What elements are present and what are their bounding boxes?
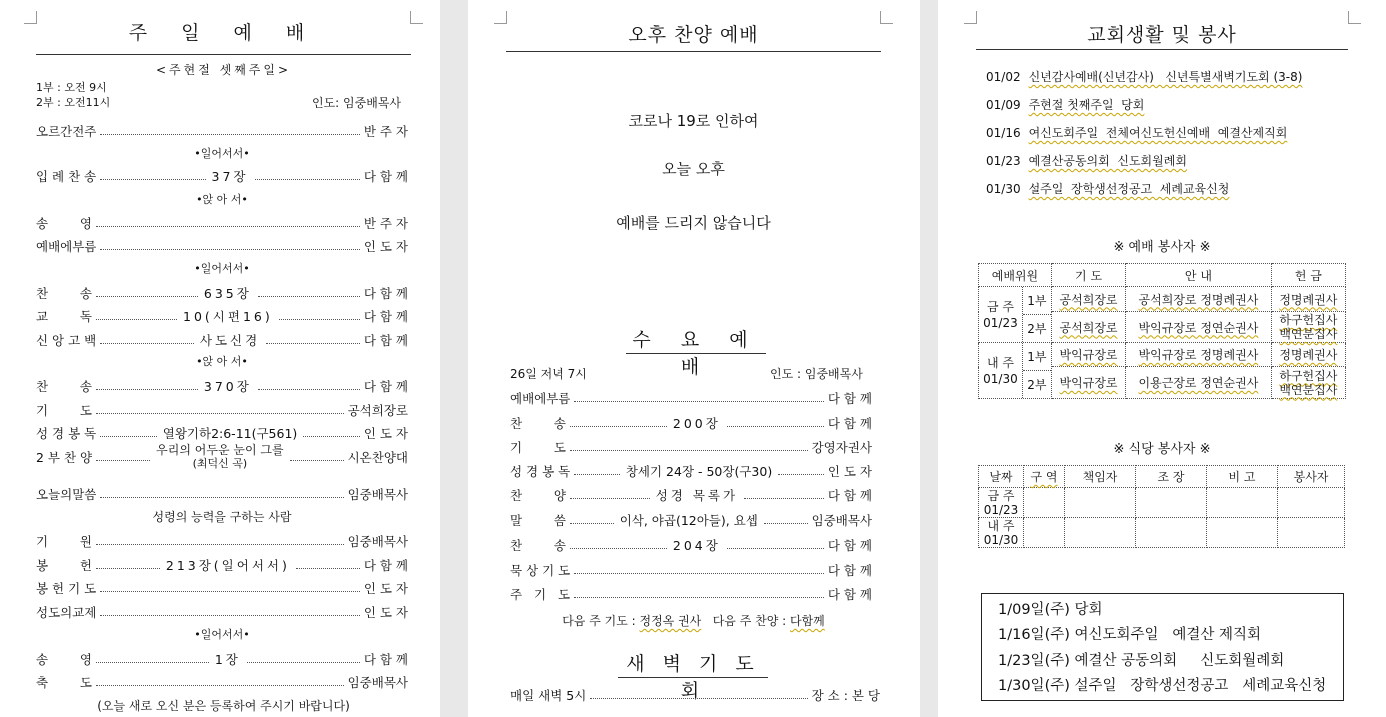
order-row bbox=[510, 561, 872, 579]
order-person: 인 도 자 bbox=[363, 239, 408, 254]
usher-cell: 이용근장로 정연순권사 bbox=[1126, 367, 1271, 399]
posture-note: 성령의 능력을 구하는 사람 bbox=[152, 510, 292, 524]
table-row bbox=[979, 287, 1346, 312]
leader-dots bbox=[96, 662, 209, 663]
week-cell bbox=[979, 287, 1052, 343]
event-date: 01/23 bbox=[986, 154, 1021, 168]
order-row bbox=[36, 167, 408, 185]
table-cell bbox=[1207, 518, 1278, 548]
order-label: 찬 송 bbox=[36, 286, 92, 301]
order-person: 다 함 께 bbox=[827, 587, 872, 602]
leader-dots bbox=[570, 548, 667, 549]
usher-cell: 박익규장로 정명례권사 bbox=[1126, 343, 1271, 367]
order-detail: 10(시편16) bbox=[183, 309, 273, 324]
offering-name-2: 백연분집사 bbox=[1279, 382, 1338, 397]
event-item bbox=[986, 180, 1229, 197]
order-detail: 창세기 24장 - 50장(구30) bbox=[625, 464, 773, 479]
event-text: 예결산공동의회 신도회월례회 bbox=[1028, 154, 1187, 168]
notice-item: 1/30일(주) 설주일 장학생선정공고 세례교육신청 bbox=[998, 678, 1327, 694]
order-detail: 성경 목록가 bbox=[655, 488, 739, 503]
order-detail: 635장 bbox=[203, 286, 252, 301]
order-person: 다 함 께 bbox=[363, 169, 408, 184]
order-detail: 열왕기하2:6-11(구561) bbox=[162, 426, 298, 441]
order-row bbox=[36, 331, 408, 349]
prayer-cell: 박익규장로 bbox=[1051, 367, 1125, 399]
leader-dots bbox=[290, 460, 344, 461]
leader-dots bbox=[574, 573, 824, 574]
leader-dots bbox=[727, 548, 824, 549]
leader-dots bbox=[96, 685, 344, 686]
table-cell bbox=[1278, 488, 1345, 518]
divider bbox=[626, 353, 766, 354]
order-label: 기 원 bbox=[36, 534, 92, 549]
page-afternoon-worship bbox=[468, 0, 920, 717]
order-row bbox=[36, 485, 408, 503]
order-row bbox=[510, 585, 872, 603]
order-label: 기 도 bbox=[36, 403, 92, 418]
order-row bbox=[510, 462, 872, 480]
order-row bbox=[36, 603, 408, 621]
order-label: 봉 헌 기 도 bbox=[36, 581, 97, 596]
order-person: 다 함 께 bbox=[363, 286, 408, 301]
order-detail-line: (최덕신 곡) bbox=[192, 457, 248, 470]
col-header: 안 내 bbox=[1126, 264, 1271, 287]
week-date: 01/23 bbox=[983, 502, 1019, 517]
worship-volunteers-table bbox=[978, 263, 1346, 399]
order-row bbox=[36, 443, 408, 470]
event-text: 주현절 첫째주일 당회 bbox=[1028, 98, 1145, 112]
col-header: 조 장 bbox=[1136, 466, 1207, 488]
offering-cell bbox=[1271, 312, 1345, 343]
week-label: 내 주 bbox=[986, 355, 1014, 370]
part-cell: 2부 bbox=[1027, 322, 1047, 336]
divider bbox=[36, 54, 411, 55]
page-sunday-worship bbox=[0, 0, 440, 717]
week-date: 01/23 bbox=[983, 315, 1018, 330]
order-person: 다 함 께 bbox=[827, 563, 872, 578]
order-row bbox=[36, 237, 408, 255]
table-cell bbox=[1024, 488, 1065, 518]
order-detail: 370장 bbox=[203, 379, 252, 394]
table-row bbox=[979, 343, 1346, 367]
date-cell bbox=[979, 518, 1024, 548]
wednesday-time: 26일 저녁 7시 bbox=[510, 367, 587, 381]
order-person: 강영자권사 bbox=[811, 440, 872, 455]
table-cell bbox=[1136, 488, 1207, 518]
leader-dots bbox=[778, 474, 824, 475]
col-header: 비 고 bbox=[1207, 466, 1278, 488]
notice-item: 1/23일(주) 예결산 공동의회 신도회월례회 bbox=[998, 653, 1285, 669]
page-title: 오후 찬양 예배 bbox=[628, 24, 759, 46]
leader-dots bbox=[100, 436, 157, 437]
leader-dots bbox=[570, 498, 650, 499]
posture-note: •앉 아 서• bbox=[196, 193, 248, 206]
leader-dots bbox=[96, 568, 160, 569]
dawn-prayer-title: 새 벽 기 도 회 bbox=[626, 653, 760, 702]
order-label: 찬 송 bbox=[510, 538, 566, 553]
posture-note: •앉 아 서• bbox=[196, 355, 248, 368]
order-person: 인 도 자 bbox=[363, 426, 409, 441]
order-label: 묵 상 기 도 bbox=[510, 563, 571, 578]
week-cell bbox=[979, 343, 1052, 399]
leader-dots bbox=[100, 497, 343, 498]
col-header: 책임자 bbox=[1065, 466, 1136, 488]
order-person: 공석희장로 bbox=[347, 403, 408, 418]
date-cell bbox=[979, 488, 1024, 518]
service-time-2: 2부 : 오전11시 bbox=[36, 96, 111, 109]
next-prayer-label: 다음 주 기도 : bbox=[562, 614, 640, 628]
event-item bbox=[986, 152, 1187, 169]
event-date: 01/09 bbox=[986, 98, 1021, 112]
offering-name-1: 하구헌집사 bbox=[1279, 368, 1338, 383]
col-header: 봉사자 bbox=[1278, 466, 1345, 488]
order-row bbox=[36, 284, 408, 302]
order-detail: 200장 bbox=[672, 416, 721, 431]
order-person: 인 도 자 bbox=[363, 581, 408, 596]
table-row bbox=[979, 488, 1345, 518]
order-label: 주 기 도 bbox=[510, 587, 571, 602]
table-cell bbox=[1065, 518, 1136, 548]
prayer-cell: 박익규장로 bbox=[1051, 343, 1125, 367]
event-item bbox=[986, 96, 1144, 113]
order-label: 송 영 bbox=[36, 216, 92, 231]
leader-dots bbox=[570, 450, 808, 451]
week-date: 01/30 bbox=[983, 532, 1019, 547]
meal-volunteers-title: ※ 식당 봉사자 ※ bbox=[1113, 442, 1211, 457]
next-praise-label: 다음 주 찬양 : bbox=[701, 614, 790, 628]
week-label: 내 주 bbox=[987, 518, 1015, 533]
col-header: 날짜 bbox=[979, 466, 1024, 488]
offering-cell: 정명례권사 bbox=[1271, 287, 1345, 312]
col-header: 헌 금 bbox=[1271, 264, 1345, 287]
order-label: 입 례 찬 송 bbox=[36, 169, 97, 184]
order-label: 성 경 봉 독 bbox=[36, 426, 97, 441]
leader-dots bbox=[303, 436, 360, 437]
dawn-prayer-row bbox=[510, 686, 880, 704]
dawn-place: 장 소 : 본 당 bbox=[811, 688, 880, 703]
offering-cell: 정명례권사 bbox=[1271, 343, 1345, 367]
order-label: 2 부 찬 양 bbox=[36, 450, 93, 465]
leader-dots bbox=[247, 662, 360, 663]
crop-mark bbox=[880, 11, 893, 24]
order-person: 다 함 께 bbox=[827, 416, 872, 431]
leader-dots bbox=[258, 389, 360, 390]
order-person: 임중배목사 bbox=[811, 513, 873, 528]
event-text: 신년감사예배(신년감사) 신년특별새벽기도회 (3-8) bbox=[1028, 70, 1303, 84]
col-header: 구 역 bbox=[1024, 466, 1065, 488]
leader-dots bbox=[590, 698, 807, 699]
order-row bbox=[36, 556, 408, 574]
order-row bbox=[36, 579, 408, 597]
order-label: 예배에부름 bbox=[510, 391, 571, 406]
prayer-cell: 공석희장로 bbox=[1051, 287, 1125, 312]
order-label: 예배에부름 bbox=[36, 239, 97, 254]
notice-line-2: 오늘 오후 bbox=[662, 160, 725, 178]
notice-item: 1/09일(주) 당회 bbox=[998, 602, 1103, 618]
order-row bbox=[36, 377, 408, 395]
order-detail-line: 우리의 어두운 눈이 그를 bbox=[156, 443, 284, 457]
divider bbox=[618, 677, 768, 678]
order-row bbox=[510, 414, 872, 432]
posture-note: •일어서서• bbox=[194, 262, 250, 275]
order-row bbox=[510, 486, 872, 504]
worship-volunteers-title: ※ 예배 봉사자 ※ bbox=[1113, 240, 1211, 255]
usher-cell: 공석희장로 정명례권사 bbox=[1126, 287, 1271, 312]
order-person: 임중배목사 bbox=[347, 534, 408, 549]
event-date: 01/30 bbox=[986, 182, 1021, 196]
leader-dots bbox=[96, 460, 150, 461]
order-person: 다 함 께 bbox=[363, 333, 409, 348]
week-label: 금 주 bbox=[986, 299, 1014, 314]
order-row bbox=[36, 650, 408, 668]
subtitle: <주현절 셋째주일> bbox=[155, 63, 292, 77]
footer-note: (오늘 새로 오신 분은 등록하여 주시기 바랍니다) bbox=[97, 699, 350, 713]
order-person: 시온찬양대 bbox=[347, 450, 408, 465]
order-person: 반 주 자 bbox=[363, 216, 408, 231]
divider bbox=[506, 51, 881, 52]
meal-volunteers-table bbox=[978, 465, 1345, 548]
event-item bbox=[986, 68, 1302, 85]
order-label: 교 독 bbox=[36, 309, 92, 324]
page-title: 교회생활 및 봉사 bbox=[1087, 24, 1237, 46]
table-cell bbox=[1278, 518, 1345, 548]
order-person: 인 도 자 bbox=[827, 464, 872, 479]
leader-dots bbox=[96, 226, 360, 227]
order-person: 다 함 께 bbox=[827, 391, 872, 406]
order-row bbox=[510, 438, 872, 456]
leader-dots bbox=[727, 426, 824, 427]
leader-dots bbox=[258, 296, 360, 297]
wednesday-title: 수 요 예 배 bbox=[632, 329, 760, 378]
service-time-1: 1부 : 오전 9시 bbox=[36, 81, 107, 94]
order-label: 오늘의말씀 bbox=[36, 487, 97, 502]
order-person: 다 함 께 bbox=[827, 488, 873, 503]
notice-line-3: 예배를 드리지 않습니다 bbox=[616, 214, 771, 232]
order-detail: 사도신경 bbox=[199, 333, 261, 348]
dawn-time: 매일 새벽 5시 bbox=[510, 688, 587, 703]
page-church-life bbox=[938, 0, 1386, 717]
notice-item: 1/16일(주) 여신도회주일 예결산 제직회 bbox=[998, 627, 1262, 643]
order-person: 다 함 께 bbox=[827, 538, 872, 553]
order-person: 임중배목사 bbox=[347, 675, 408, 690]
part-cell: 1부 bbox=[1023, 287, 1051, 315]
leader-dots bbox=[100, 179, 205, 180]
leader-dots bbox=[296, 568, 360, 569]
leader-dots bbox=[279, 319, 360, 320]
leader-dots bbox=[100, 249, 359, 250]
order-label: 송 영 bbox=[36, 652, 92, 667]
order-row bbox=[36, 401, 408, 419]
order-person: 다 함 께 bbox=[363, 379, 408, 394]
leader-dots bbox=[96, 296, 198, 297]
offering-name-1: 하구헌집사 bbox=[1279, 313, 1338, 328]
leader-dots bbox=[764, 523, 808, 524]
notice-line-1: 코로나 19로 인하여 bbox=[628, 112, 759, 130]
leader-dots bbox=[574, 474, 620, 475]
col-header: 기 도 bbox=[1051, 264, 1125, 287]
posture-note: •일어서서• bbox=[194, 147, 250, 160]
order-label: 성도의교제 bbox=[36, 605, 97, 620]
prayer-cell: 공석희장로 bbox=[1051, 312, 1125, 343]
table-cell bbox=[1065, 488, 1136, 518]
leader-dots bbox=[744, 498, 824, 499]
next-prayer-name: 정정옥 권사 bbox=[639, 614, 702, 628]
order-person: 다 함 께 bbox=[363, 558, 408, 573]
table-cell bbox=[1024, 518, 1065, 548]
page-title: 주 일 예 배 bbox=[128, 22, 319, 44]
event-date: 01/16 bbox=[986, 126, 1021, 140]
leader-dots bbox=[574, 597, 824, 598]
event-date: 01/02 bbox=[986, 70, 1021, 84]
order-row bbox=[510, 511, 872, 529]
leader-dots bbox=[100, 343, 194, 344]
leader-dots bbox=[96, 389, 198, 390]
leader-dots bbox=[100, 134, 359, 135]
order-row bbox=[36, 307, 408, 325]
order-person: 다 함 께 bbox=[363, 309, 408, 324]
order-detail: 1장 bbox=[214, 652, 241, 667]
table-cell bbox=[1207, 488, 1278, 518]
posture-note: •일어서서• bbox=[194, 628, 250, 641]
leader-dots bbox=[574, 401, 823, 402]
offering-name-2: 백연분집사 bbox=[1279, 327, 1338, 342]
order-label: 기 도 bbox=[510, 440, 566, 455]
order-detail bbox=[154, 444, 285, 470]
order-label: 말 씀 bbox=[510, 513, 566, 528]
part-cell: 2부 bbox=[1027, 378, 1047, 392]
usher-cell: 박익규장로 정연순권사 bbox=[1126, 312, 1271, 343]
wednesday-leader: 인도 : 임중배목사 bbox=[770, 367, 863, 381]
worship-leader: 인도: 임중배목사 bbox=[312, 96, 402, 110]
event-text: 설주일 장학생선정공고 세례교육신청 bbox=[1028, 182, 1230, 196]
order-label: 찬 송 bbox=[36, 379, 92, 394]
order-label: 봉 헌 bbox=[36, 558, 92, 573]
order-label: 신 앙 고 백 bbox=[36, 333, 97, 348]
crop-mark bbox=[410, 11, 423, 24]
order-person: 임중배목사 bbox=[347, 487, 408, 502]
order-row bbox=[510, 536, 872, 554]
crop-mark bbox=[1348, 11, 1361, 24]
order-row bbox=[36, 122, 408, 140]
divider bbox=[976, 49, 1348, 50]
next-week-line bbox=[506, 612, 881, 629]
order-label: 찬 양 bbox=[510, 488, 566, 503]
leader-dots bbox=[266, 343, 360, 344]
week-label: 금 주 bbox=[987, 488, 1015, 503]
order-row bbox=[36, 532, 408, 550]
leader-dots bbox=[570, 426, 667, 427]
next-praise-name: 다함께 bbox=[789, 614, 825, 628]
order-label: 성 경 봉 독 bbox=[510, 464, 571, 479]
order-detail: 213장(일어서서) bbox=[165, 558, 290, 573]
order-label: 축 도 bbox=[36, 675, 92, 690]
event-item bbox=[986, 124, 1287, 141]
leader-dots bbox=[96, 413, 344, 414]
leader-dots bbox=[96, 544, 344, 545]
table-row bbox=[979, 518, 1345, 548]
col-header: 예배위원 bbox=[979, 264, 1052, 287]
order-row bbox=[36, 424, 408, 442]
order-detail: 204장 bbox=[672, 538, 721, 553]
order-row bbox=[510, 389, 872, 407]
leader-dots bbox=[96, 319, 177, 320]
leader-dots bbox=[100, 591, 360, 592]
order-label: 찬 송 bbox=[510, 416, 566, 431]
order-row bbox=[36, 673, 408, 691]
order-row bbox=[36, 214, 408, 232]
order-label: 오르간전주 bbox=[36, 124, 97, 139]
part-cell: 1부 bbox=[1023, 343, 1051, 371]
notice-box bbox=[981, 593, 1344, 701]
event-text: 여신도회주일 전체여신도헌신예배 예결산제직회 bbox=[1028, 126, 1288, 140]
leader-dots bbox=[255, 179, 360, 180]
order-detail: 이삭, 야곱(12아들), 요셉 bbox=[619, 513, 758, 528]
order-person: 인 도 자 bbox=[363, 605, 408, 620]
order-detail: 37장 bbox=[211, 169, 249, 184]
order-person: 다 함 께 bbox=[363, 652, 408, 667]
offering-cell bbox=[1271, 367, 1345, 399]
week-date: 01/30 bbox=[983, 371, 1018, 386]
table-cell bbox=[1136, 518, 1207, 548]
leader-dots bbox=[100, 615, 359, 616]
order-person: 반 주 자 bbox=[363, 124, 408, 139]
leader-dots bbox=[570, 523, 614, 524]
